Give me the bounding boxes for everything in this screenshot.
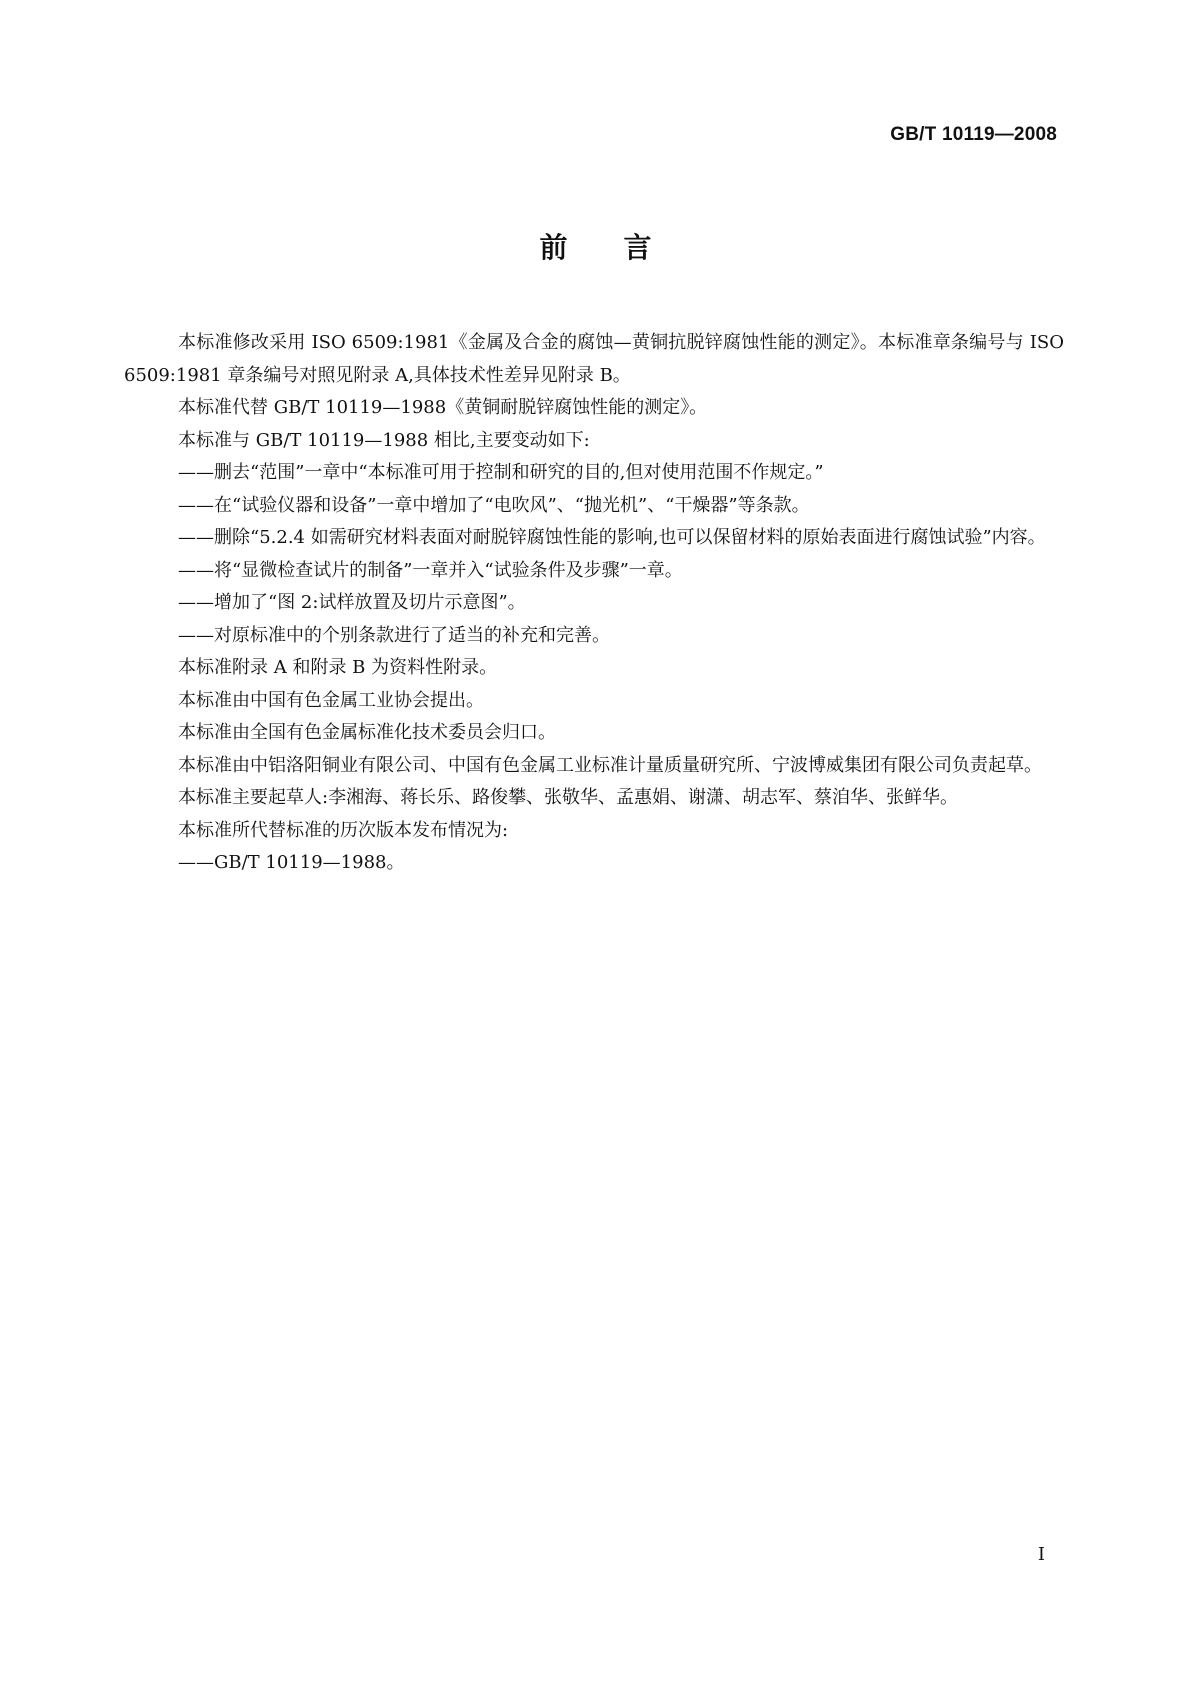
list-item: ——删去“范围”一章中“本标准可用于控制和研究的目的,但对使用范围不作规定。” (178, 462, 824, 483)
list-item: ——在“试验仪器和设备”一章中增加了“电吹风”、“抛光机”、“干燥器”等条款。 (178, 494, 810, 516)
list-item: ——GB/T 10119—1988。 (178, 852, 405, 873)
page-number: I (1037, 1544, 1045, 1565)
paragraph: 本标准所代替标准的历次版本发布情况为: (178, 819, 509, 841)
paragraph: 本标准由全国有色金属标准化技术委员会归口。 (178, 722, 556, 743)
paragraph: 本标准附录 A 和附录 B 为资料性附录。 (178, 657, 498, 678)
standard-code: GB/T 10119—2008 (890, 124, 1057, 145)
paragraph: 本标准由中国有色金属工业协会提出。 (178, 689, 484, 711)
list-item: ——增加了“图 2:试样放置及切片示意图”。 (178, 592, 526, 613)
list-item: ——对原标准中的个别条款进行了适当的补充和完善。 (178, 624, 610, 646)
list-item: ——将“显微检查试片的制备”一章并入“试验条件及步骤”一章。 (178, 559, 683, 581)
list-item: ——删除“5.2.4 如需研究材料表面对耐脱锌腐蚀性能的影响,也可以保留材料的原始表面进行腐蚀试验”内容。 (178, 527, 1046, 548)
foreword-body (124, 327, 1064, 880)
paragraph: 本标准代替 GB/T 10119—1988《黄铜耐脱锌腐蚀性能的测定》。 (178, 397, 708, 418)
page-title: 前言 (539, 231, 708, 264)
paragraph: 本标准与 GB/T 10119—1988 相比,主要变动如下: (178, 429, 590, 451)
paragraph: 本标准修改采用 ISO 6509:1981《金属及合金的腐蚀—黄铜抗脱锌腐蚀性能的测定》。本标准章条编号与 ISO 6509:1981 章条编号对照见附录 A,具体技术性差异见附录 B。 (124, 332, 1064, 386)
paragraph: 本标准主要起草人:李湘海、蒋长乐、路俊攀、张敬华、孟惠娟、谢潇、胡志军、蔡洎华、张鲜华。 (178, 787, 959, 808)
paragraph: 本标准由中铝洛阳铜业有限公司、中国有色金属工业标准计量质量研究所、宁波博威集团有限公司负责起草。 (178, 754, 1042, 776)
